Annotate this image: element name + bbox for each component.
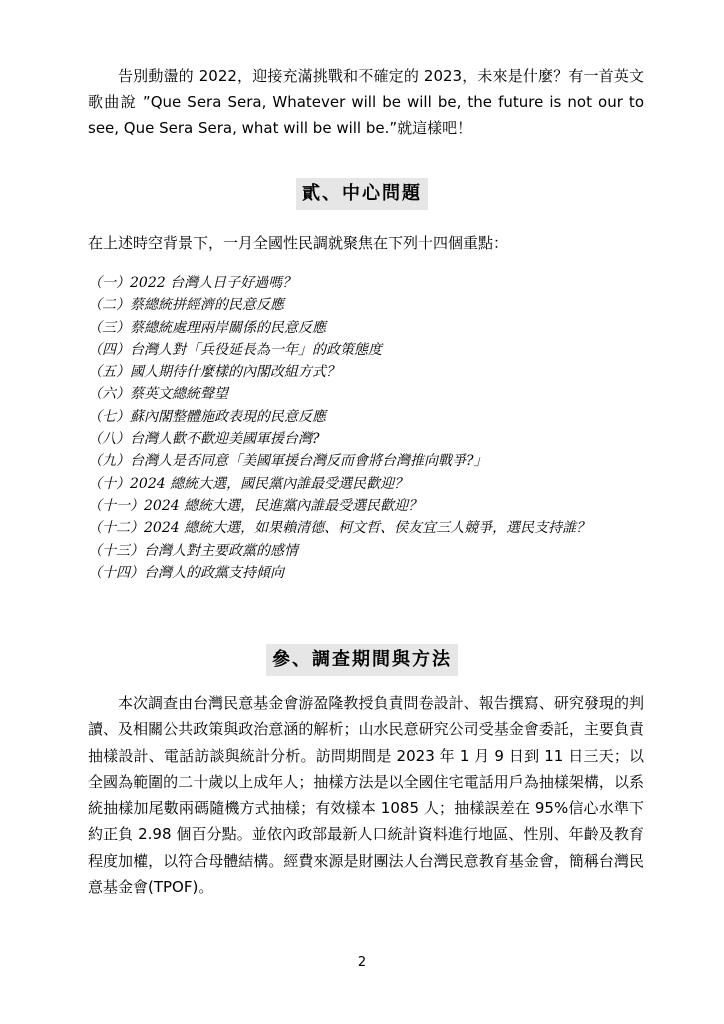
list-item: （一）2022 台灣人日子好過嗎？ [88, 275, 297, 291]
list-item: （八）台灣人歡不歡迎美國軍援台灣? [88, 431, 320, 448]
intro-paragraph: 告別動盪的 2022，迎接充滿挑戰和不確定的 2023，未來是什麼？有一首英文歌曲說 ”Que Sera Sera, Whatever will be will be, the future is not our to see, Que Sera Sera, what will be will be.”就這樣吧！ [88, 67, 644, 137]
section-heading-text: 參、調查期間與方法 [266, 644, 458, 676]
page-number: 2 [357, 955, 367, 970]
list-item: （四）台灣人對「兵役延長為一年」的政策態度 [88, 341, 382, 358]
section-heading-methodology [0, 644, 724, 676]
topics-list [88, 272, 590, 584]
list-item: （二）蔡總統拼經濟的民意反應 [88, 297, 284, 314]
list-item: （十）2024 總統大選，國民黨內誰最受選民歡迎？ [88, 475, 409, 492]
list-item: （九）台灣人是否同意「美國軍援台灣反而會將台灣推向戰爭?」 [88, 453, 488, 470]
methodology-paragraph: 本次調查由台灣民意基金會游盈隆教授負責問卷設計、報告撰寫、研究發現的判讀、及相關公共政策與政治意涵的解析；山水民意研究公司受基金會委託，主要負責抽樣設計、電話訪談與統計分析。訪問期間是 2023 年 1 月 9 日到 11 日三天；以全國為範圍的二十歲以上成年人；抽樣方法是以全國住宅電話用戶為抽樣架構，以系統抽樣加尾數兩碼隨機方式抽樣；有效樣本 1085 人；抽樣誤差在 95%信心水準下約正負 2.98 個百分點。並依內政部最新人口統計資料進行地區、性別、年齡及教育程度加權，以符合母體結構。經費來源是財團法人台灣民意教育基金會，簡稱台灣民意基金會(TPOF)。 [88, 694, 644, 897]
section-heading-central-questions [0, 178, 724, 210]
list-item: （五）國人期待什麼樣的內閣改組方式？ [88, 364, 340, 381]
topics-lead-text: 在上述時空背景下，一月全國性民調就聚焦在下列十四個重點： [88, 234, 509, 252]
list-item: （十三）台灣人對主要政黨的感情 [88, 542, 298, 559]
list-item: （十四）台灣人的政黨支持傾向 [88, 564, 284, 581]
list-item: （六）蔡英文總統聲望 [88, 386, 228, 403]
list-item: （十一）2024 總統大選，民進黨內誰最受選民歡迎？ [88, 497, 423, 514]
section-heading-text: 貳、中心問題 [296, 178, 428, 210]
list-item: （十二）2024 總統大選，如果賴清德、柯文哲、侯友宜三人競爭，選民支持誰？ [88, 520, 591, 537]
list-item: （三）蔡總統處理兩岸關係的民意反應 [88, 319, 326, 336]
list-item: （七）蘇內閣整體施政表現的民意反應 [88, 408, 326, 425]
